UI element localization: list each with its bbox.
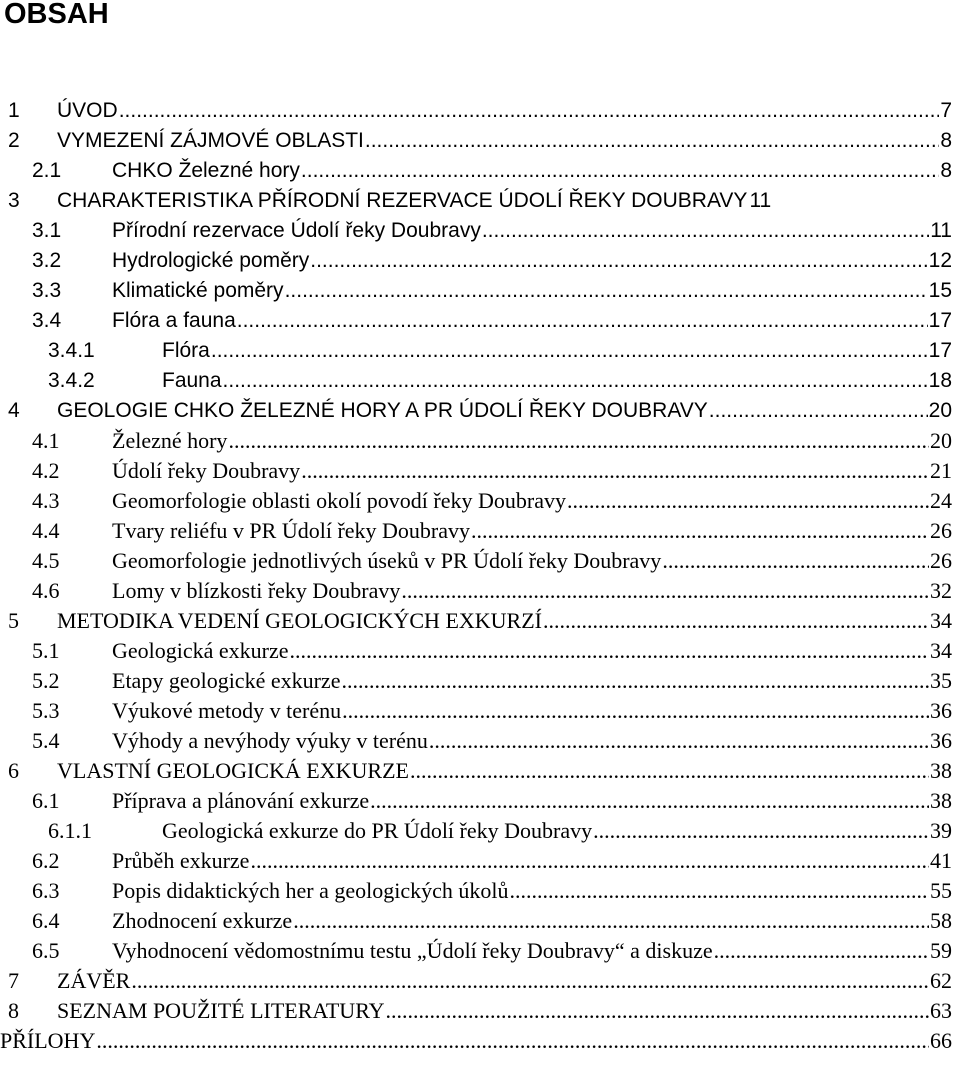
toc-entry-number: 2 (8, 129, 20, 152)
toc-entry-label: METODIKA VEDENÍ GEOLOGICKÝCH EXKURZÍ (57, 608, 542, 633)
toc-page-number: 8 (940, 159, 952, 182)
toc-leader-dots (293, 906, 929, 936)
toc-entry-number: 5.4 (32, 728, 60, 753)
toc-entry-label: GEOLOGIE CHKO ŽELEZNÉ HORY A PR ÚDOLÍ ŘEKY DOUBRAVY (57, 399, 708, 422)
toc-page-number: 38 (930, 788, 952, 813)
toc-entry-number: 4.1 (32, 428, 60, 453)
toc-entry-number: 5 (8, 608, 19, 633)
toc-entry[interactable] (0, 846, 952, 876)
toc-entry-number: 8 (8, 998, 19, 1023)
toc-entry[interactable] (0, 186, 952, 216)
toc-leader-dots (250, 846, 929, 876)
toc-entry-number: 4 (8, 399, 20, 422)
toc-entry[interactable] (0, 756, 952, 786)
toc-entry[interactable] (0, 606, 952, 636)
toc-page-number: 34 (930, 608, 952, 633)
toc-entry-number: 2.1 (32, 159, 62, 182)
toc-entry-number: 3.4.2 (48, 369, 95, 392)
toc-page-number: 24 (930, 488, 952, 513)
toc-entry-label: Vyhodnocení vědomostnímu testu „Údolí řeky Doubravy“ a diskuze (112, 938, 713, 963)
toc-page-number: 12 (928, 249, 952, 272)
toc-page-number: 34 (930, 638, 952, 663)
toc-entry-number: 3 (8, 189, 20, 212)
toc-entry-number: 7 (8, 968, 19, 993)
toc-leader-dots (429, 726, 929, 756)
toc-entry-number: 6.5 (32, 938, 60, 963)
toc-entry[interactable] (0, 216, 952, 246)
toc-entry-label: VLASTNÍ GEOLOGICKÁ EXKURZE (57, 758, 409, 783)
toc-page-number: 20 (928, 399, 952, 422)
toc-page-number: 20 (930, 428, 952, 453)
toc-leader-dots (301, 456, 929, 486)
toc-entry-number: 4.2 (32, 458, 60, 483)
table-of-contents (0, 96, 952, 1056)
toc-leader-dots (365, 126, 939, 156)
toc-entry-number: 4.5 (32, 548, 60, 573)
toc-entry-number: 6 (8, 758, 19, 783)
toc-entry-label: CHKO Železné hory (112, 159, 300, 182)
toc-leader-dots (567, 486, 929, 516)
toc-leader-dots (290, 636, 929, 666)
toc-leader-dots (342, 696, 929, 726)
toc-entry-label: Tvary reliéfu v PR Údolí řeky Doubravy (112, 518, 471, 543)
toc-entry-label: Údolí řeky Doubravy (112, 458, 301, 483)
toc-entry[interactable] (0, 96, 952, 126)
toc-entry-number: 5.3 (32, 698, 60, 723)
toc-entry[interactable] (0, 396, 952, 426)
toc-leader-dots (401, 576, 929, 606)
toc-page-number: 15 (928, 279, 952, 302)
toc-entry[interactable] (0, 996, 952, 1026)
toc-entry[interactable] (0, 666, 952, 696)
toc-entry-label: Geologická exkurze (112, 638, 289, 663)
toc-entry[interactable] (0, 696, 952, 726)
toc-page-number: 26 (930, 518, 952, 543)
toc-page-number: 62 (930, 968, 952, 993)
page-title: OBSAH (4, 0, 109, 30)
toc-entry-label: Geologická exkurze do PR Údolí řeky Doubravy (162, 818, 593, 843)
toc-entry[interactable] (0, 246, 952, 276)
toc-entry[interactable] (0, 426, 952, 456)
toc-entry[interactable] (0, 576, 952, 606)
toc-entry-label: Železné hory (112, 428, 228, 453)
toc-leader-dots (482, 216, 929, 246)
toc-entry-number: 6.4 (32, 908, 60, 933)
toc-entry-label: Fauna (162, 369, 222, 392)
toc-entry-label: Geomorfologie jednotlivých úseků v PR Údolí řeky Doubravy (112, 548, 662, 573)
toc-entry-number: 6.1 (32, 788, 60, 813)
toc-page-number: 59 (930, 938, 952, 963)
toc-entry-label: ZÁVĚR (57, 968, 131, 993)
toc-entry[interactable] (0, 336, 952, 366)
toc-entry-label: Klimatické poměry (112, 279, 284, 302)
toc-leader-dots (96, 1026, 929, 1056)
toc-leader-dots (341, 666, 929, 696)
toc-entry-label: Zhodnocení exkurze (112, 908, 293, 933)
toc-entry-number: 4.6 (32, 578, 60, 603)
toc-leader-dots (593, 816, 929, 846)
toc-entry[interactable] (0, 366, 952, 396)
toc-leader-dots (228, 426, 929, 456)
toc-entry-number: 3.1 (32, 219, 62, 242)
toc-leader-dots (119, 96, 940, 126)
toc-entry-label: Příprava a plánování exkurze (112, 788, 370, 813)
toc-entry[interactable] (0, 456, 952, 486)
toc-entry-number: 3.2 (32, 249, 62, 272)
toc-page-number: 35 (930, 668, 952, 693)
toc-entry[interactable] (0, 786, 952, 816)
toc-entry-number: 1 (8, 99, 20, 122)
toc-entry-number: 6.3 (32, 878, 60, 903)
toc-page-number: 55 (930, 878, 952, 903)
toc-page-number: 17 (928, 339, 952, 362)
toc-page-number: 32 (930, 578, 952, 603)
toc-entry[interactable] (0, 906, 952, 936)
toc-entry[interactable] (0, 306, 952, 336)
toc-page-number: 38 (930, 758, 952, 783)
toc-page-number: 7 (940, 99, 952, 122)
toc-leader-dots (709, 396, 928, 426)
toc-page-number: 11 (749, 189, 772, 212)
toc-leader-dots (301, 156, 939, 186)
toc-page-number: 39 (930, 818, 952, 843)
toc-leader-dots (510, 876, 929, 906)
toc-entry-label: Etapy geologické exkurze (112, 668, 341, 693)
toc-entry-label: Popis didaktických her a geologických úkolů (112, 878, 509, 903)
toc-leader-dots (662, 546, 929, 576)
toc-leader-dots (211, 336, 928, 366)
toc-leader-dots (410, 756, 929, 786)
toc-page-number: 11 (930, 219, 952, 242)
toc-leader-dots (370, 786, 929, 816)
toc-page-number: 26 (930, 548, 952, 573)
toc-page-number: 18 (928, 369, 952, 392)
toc-entry[interactable] (0, 726, 952, 756)
toc-entry-label: Flóra a fauna (112, 309, 236, 332)
toc-entry[interactable] (0, 156, 952, 186)
toc-page-number: 63 (930, 998, 952, 1023)
toc-entry-number: 3.4 (32, 309, 62, 332)
toc-entry-label: Geomorfologie oblasti okolí povodí řeky Doubravy (112, 488, 566, 513)
toc-page-number: 8 (940, 129, 952, 152)
toc-entry-label: SEZNAM POUŽITÉ LITERATURY (57, 998, 385, 1023)
toc-leader-dots (543, 606, 929, 636)
toc-entry-label: Přírodní rezervace Údolí řeky Doubravy (112, 219, 481, 242)
toc-entry-number: 6.1.1 (48, 818, 92, 843)
toc-leader-dots (471, 516, 929, 546)
toc-entry[interactable] (0, 816, 952, 846)
toc-page-number: 41 (930, 848, 952, 873)
toc-page-number: 66 (930, 1028, 952, 1053)
toc-entry-label: Lomy v blízkosti řeky Doubravy (112, 578, 401, 603)
toc-entry-label: ÚVOD (57, 99, 118, 122)
toc-entry-number: 4.3 (32, 488, 60, 513)
toc-leader-dots (310, 246, 927, 276)
toc-leader-dots (223, 366, 928, 396)
toc-entry[interactable] (0, 546, 952, 576)
toc-entry-label: Hydrologické poměry (112, 249, 310, 272)
toc-entry[interactable] (0, 516, 952, 546)
toc-leader-dots (237, 306, 928, 336)
toc-entry-number: 6.2 (32, 848, 60, 873)
toc-entry-number: 5.1 (32, 638, 60, 663)
toc-entry[interactable] (0, 636, 952, 666)
toc-page-number: 36 (930, 728, 952, 753)
toc-entry[interactable] (0, 876, 952, 906)
toc-entry[interactable] (0, 1026, 952, 1056)
toc-leader-dots (131, 966, 929, 996)
toc-entry-number: 4.4 (32, 518, 60, 543)
toc-leader-dots (714, 936, 929, 966)
toc-leader-dots (285, 276, 928, 306)
toc-entry[interactable] (0, 936, 952, 966)
toc-entry-number: 3.3 (32, 279, 62, 302)
toc-entry[interactable] (0, 486, 952, 516)
toc-page-number: 58 (930, 908, 952, 933)
toc-entry-number: 5.2 (32, 668, 60, 693)
toc-entry[interactable] (0, 276, 952, 306)
toc-leader-dots (386, 996, 929, 1026)
toc-entry-number: 3.4.1 (48, 339, 95, 362)
toc-entry-label: Výhody a nevýhody výuky v terénu (112, 728, 428, 753)
toc-entry[interactable] (0, 966, 952, 996)
toc-page-number: 17 (928, 309, 952, 332)
toc-page-number: 36 (930, 698, 952, 723)
toc-entry-label: CHARAKTERISTIKA PŘÍRODNÍ REZERVACE ÚDOLÍ ŘEKY DOUBRAVY (57, 189, 748, 212)
toc-entry-label: Výukové metody v terénu (112, 698, 342, 723)
toc-entry-label: PŘÍLOHY (0, 1028, 96, 1053)
toc-entry-label: VYMEZENÍ ZÁJMOVÉ OBLASTI (57, 129, 364, 152)
toc-entry[interactable] (0, 126, 952, 156)
toc-entry-label: Flóra (162, 339, 210, 362)
toc-entry-label: Průběh exkurze (112, 848, 250, 873)
toc-page-number: 21 (930, 458, 952, 483)
